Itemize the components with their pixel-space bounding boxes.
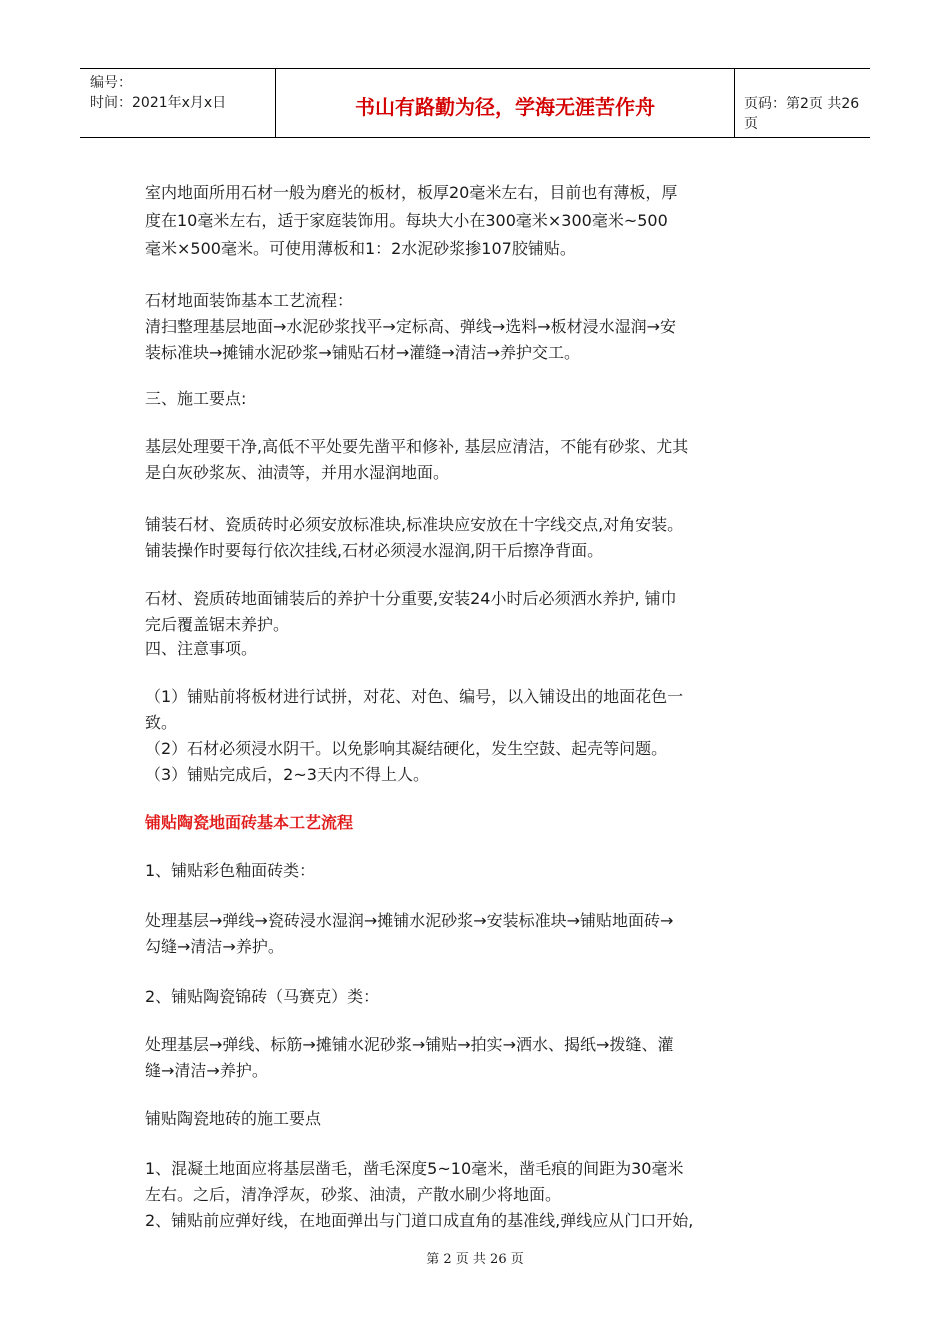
body-line: 基层处理要干净,高低不平处要先凿平和修补, 基层应清洁，不能有砂浆、尤其	[145, 437, 689, 456]
section-heading: 四、注意事项。	[145, 639, 258, 658]
subheading: 1、铺贴彩色釉面砖类：	[145, 861, 316, 880]
body-line: 缝→清洁→养护。	[145, 1061, 268, 1080]
body-line: 致。	[145, 713, 178, 732]
section-heading: 三、施工要点:	[145, 389, 247, 408]
body-line: 完后覆盖锯末养护。	[145, 615, 290, 634]
body-line: 勾缝→清洁→养护。	[145, 937, 284, 956]
body-line: 石材地面装饰基本工艺流程：	[145, 291, 354, 310]
body-line: 1、混凝土地面应将基层凿毛，凿毛深度5~10毫米，凿毛痕的间距为30毫米	[145, 1159, 684, 1178]
body-line: （2）石材必须浸水阴干。以免影响其凝结硬化，发生空鼓、起壳等问题。	[145, 739, 668, 758]
subheading: 铺贴陶瓷地砖的施工要点	[145, 1109, 322, 1128]
body-line: 石材、瓷质砖地面铺装后的养护十分重要,安装24小时后必须洒水养护, 铺巾	[145, 589, 677, 608]
header-motto-cell	[276, 69, 735, 137]
page-footer: 第 2 页 共 26 页	[426, 1252, 524, 1267]
red-heading: 铺贴陶瓷地面砖基本工艺流程	[145, 813, 354, 832]
subheading: 2、铺贴陶瓷锦砖（马赛克）类：	[145, 987, 380, 1006]
body-line: 装标准块→摊铺水泥砂浆→铺贴石材→灌缝→清洁→养护交工。	[145, 343, 581, 362]
body-line: 清扫整理基层地面→水泥砂浆找平→定标高、弹线→选料→板材浸水湿润→安	[145, 317, 677, 336]
body-line: （3）铺贴完成后，2~3天内不得上人。	[145, 765, 429, 784]
page-label: 页码：第2页 共26页	[744, 96, 860, 132]
body-line: （1）铺贴前将板材进行试拼，对花、对色、编号，以入铺设出的地面花色一	[145, 687, 684, 706]
body-line: 处理基层→弹线、标筋→摊铺水泥砂浆→铺贴→拍实→洒水、揭纸→拨缝、灌	[145, 1035, 674, 1054]
page-header	[80, 68, 870, 138]
motto: 书山有路勤为径，学海无涯苦作舟	[355, 95, 655, 119]
body-line: 处理基层→弹线→瓷砖浸水湿润→摊铺水泥砂浆→安装标准块→铺贴地面砖→	[145, 911, 674, 930]
body-line: 毫米×500毫米。可使用薄板和1：2水泥砂浆掺107胶铺贴。	[145, 239, 576, 258]
body-line: 铺装石材、瓷质砖时必须安放标准块,标准块应安放在十字线交点,对角安装。	[145, 515, 684, 534]
header-meta	[80, 69, 276, 137]
body-line: 是白灰砂浆灰、油渍等，并用水湿润地面。	[145, 463, 450, 482]
date-label: 时间：2021年x月x日	[90, 95, 227, 111]
body-line: 室内地面所用石材一般为磨光的板材，板厚20毫米左右，目前也有薄板，厚	[145, 183, 678, 202]
header-page-cell	[734, 69, 870, 137]
body-line: 2、铺贴前应弹好线，在地面弹出与门道口成直角的基准线,弹线应从门口开始,	[145, 1211, 694, 1230]
body-line: 左右。之后，清净浮灰，砂浆、油渍，产散水刷少将地面。	[145, 1185, 562, 1204]
body-line: 度在10毫米左右，适于家庭装饰用。每块大小在300毫米×300毫米~500	[145, 211, 668, 230]
number-label: 编号：	[90, 75, 132, 91]
body-line: 铺装操作时要每行依次挂线,石材必须浸水湿润,阴干后擦净背面。	[145, 541, 604, 560]
